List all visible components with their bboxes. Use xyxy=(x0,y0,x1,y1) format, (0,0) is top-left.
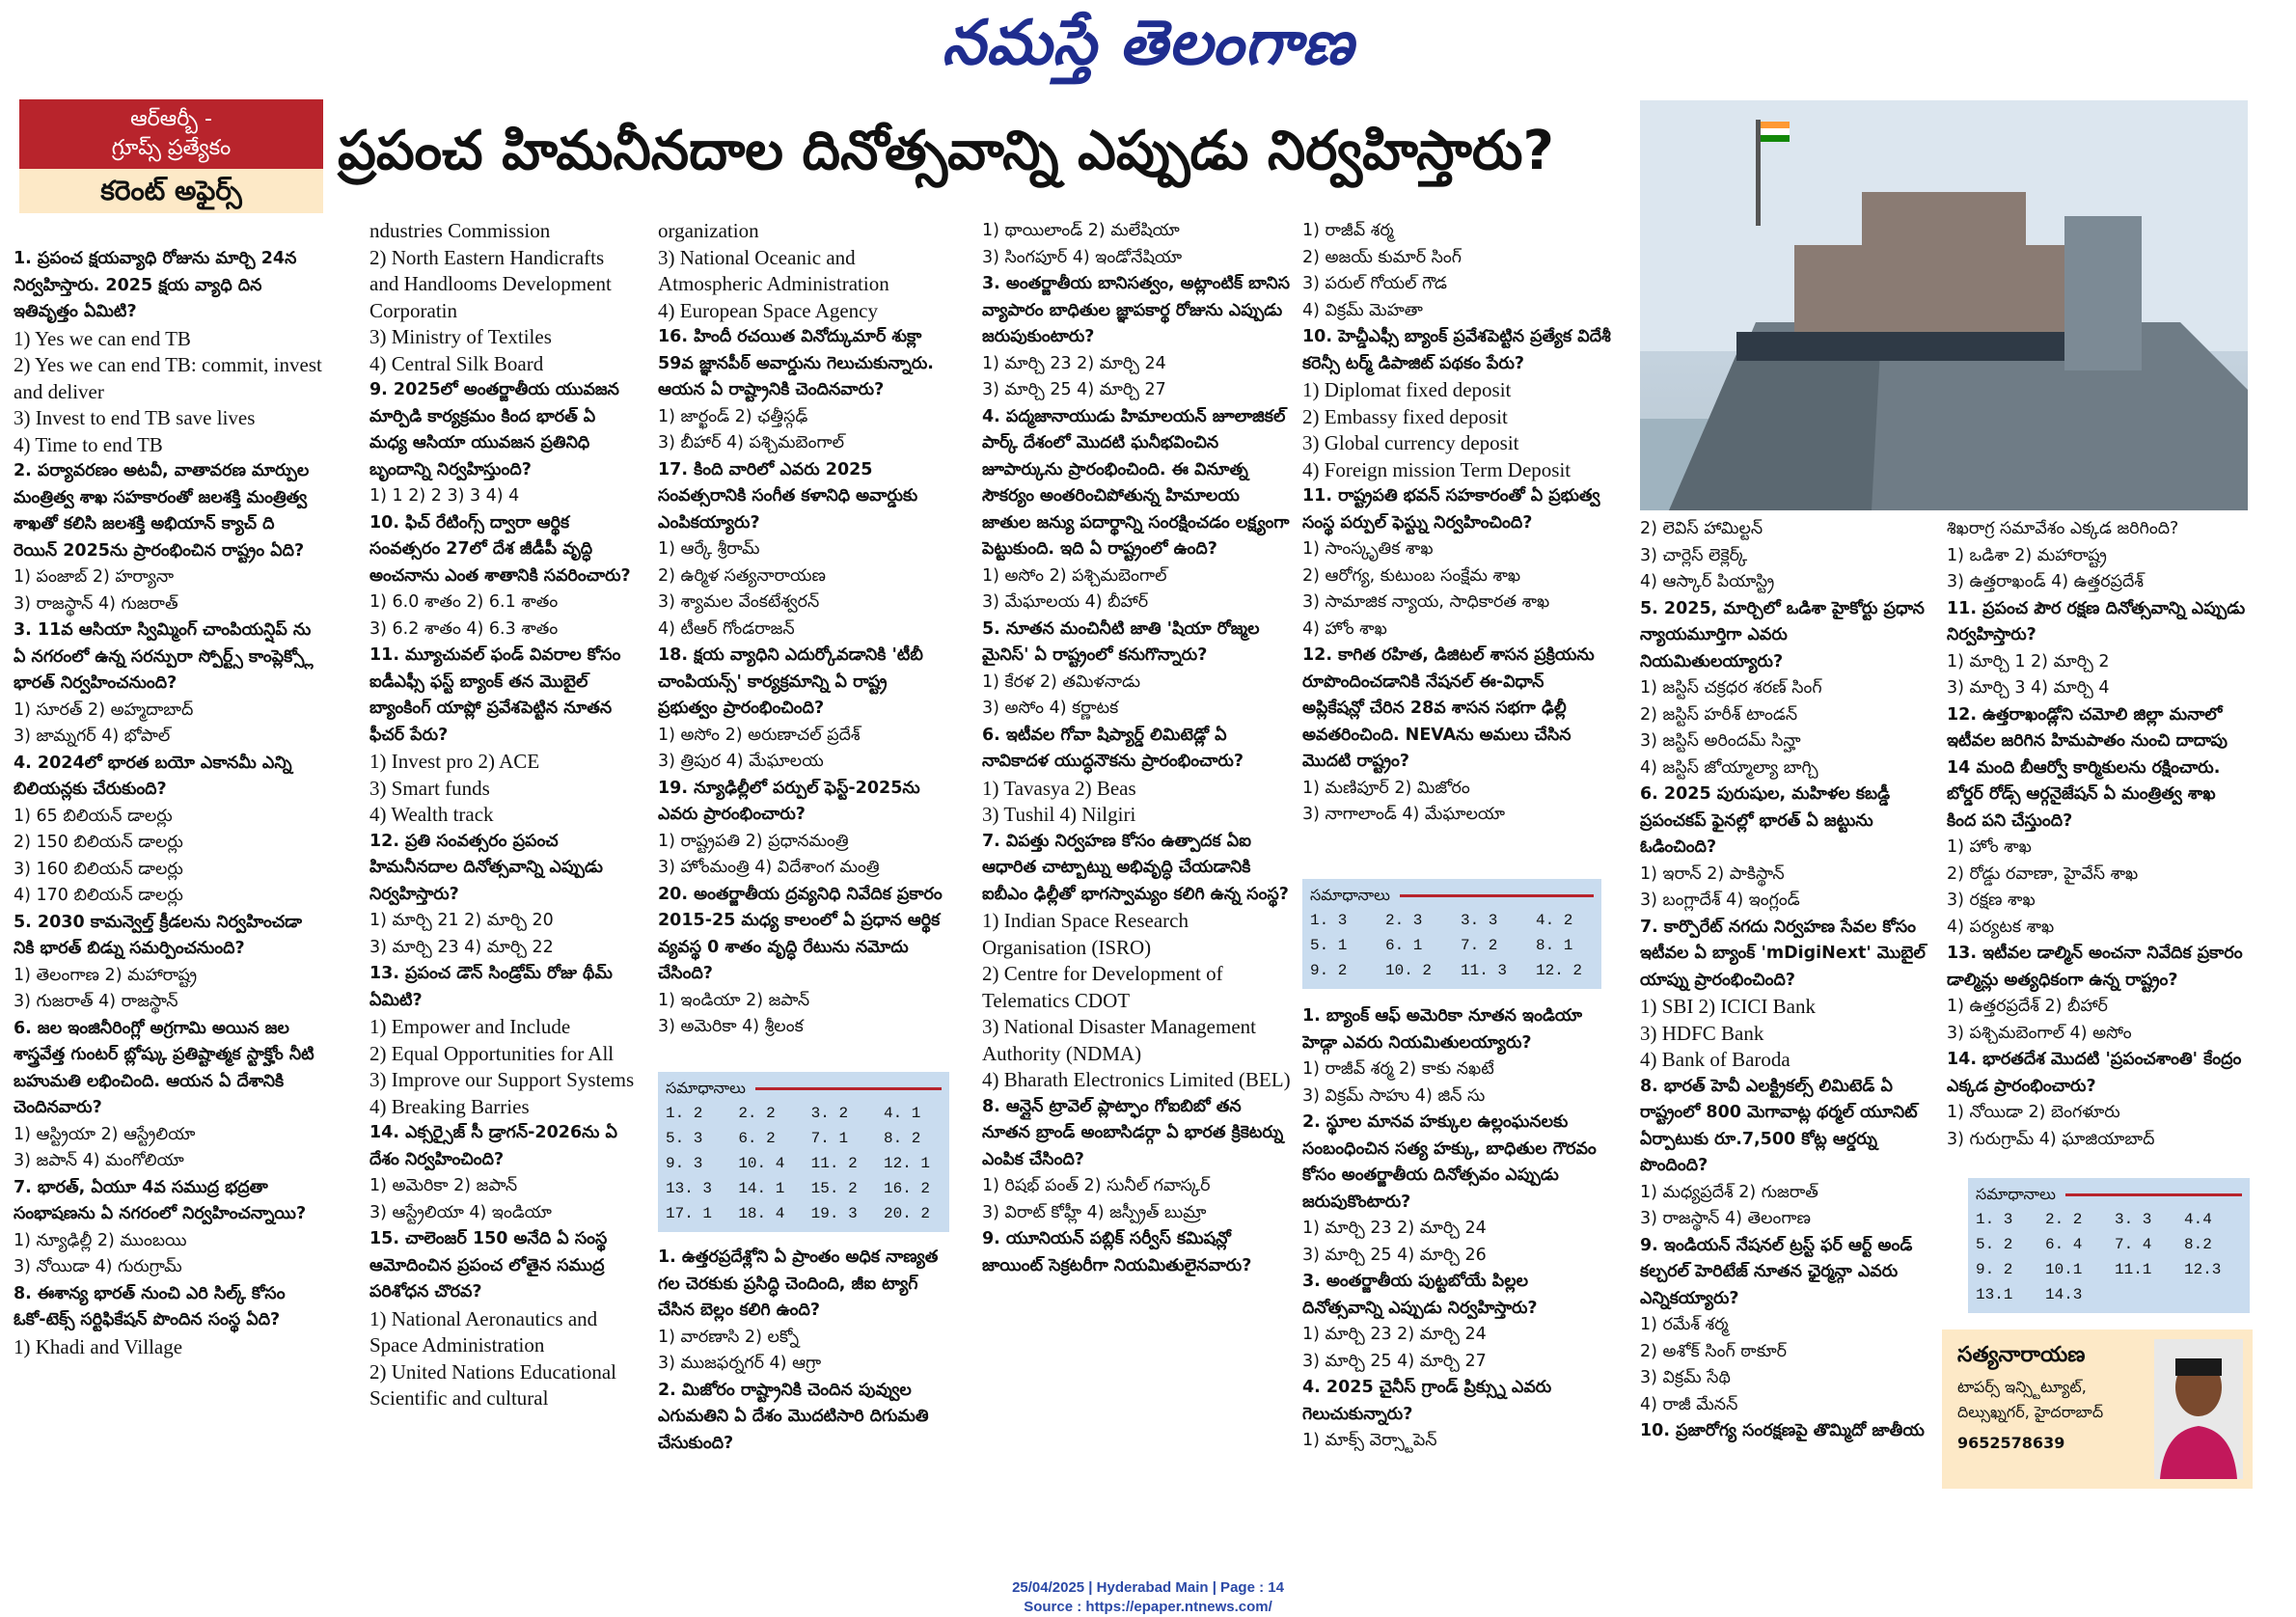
question-text: 9. 2025లో అంతర్జాతీయ యువజన మార్పిడి కార్యక్రమం కింద భారత్ ఏ మధ్య ఆసియా యువజన ప్రతినిధి బృందాన్ని నిర్వహిస్తుంది? xyxy=(369,380,619,480)
option-text: 3) త్రిపుర 4) మేఘాలయ xyxy=(658,752,824,771)
answer-cell: 19. 3 xyxy=(810,1205,858,1222)
answers-heading: సమాధానాలు xyxy=(1310,883,1594,908)
answers-box-b xyxy=(1302,873,1601,995)
option-text: 3) గుజరాత్ 4) రాజస్థాన్ xyxy=(14,992,178,1011)
option-text: 1) మార్చి 21 2) మార్చి 20 xyxy=(369,911,554,930)
answer-cell: 4.4 xyxy=(2184,1211,2212,1228)
option-text: 3) మార్చి 3 4) మార్చి 4 xyxy=(1947,678,2110,698)
option-text: 3) 6.2 శాతం 4) 6.3 శాతం xyxy=(369,618,559,639)
warship-photo xyxy=(1640,100,2248,510)
answer-cell: 3. 2 xyxy=(810,1105,849,1122)
question-text: 3. అంతర్జాతీయ పుట్టబోయే పిల్లల దినోత్సవాన్ని ఎప్పుడు నిర్వహిస్తారు? xyxy=(1302,1272,1538,1318)
answer-cell: 4. 2 xyxy=(1536,912,1573,929)
answer-cell: 18. 4 xyxy=(738,1205,785,1222)
option-text: 1) Diplomat fixed deposit xyxy=(1302,378,1512,401)
option-text: 1) Yes we can end TB xyxy=(14,326,191,350)
option-text: 4) ఆస్కార్ పియాస్ట్రి xyxy=(1640,572,1775,591)
option-text: 1) మార్చి 23 2) మార్చి 24 xyxy=(1302,1325,1487,1344)
option-text: 4) Bharath Electronics Limited (BEL) xyxy=(982,1068,1291,1091)
option-text: 2) జస్టిస్ హరీశ్ టాండన్ xyxy=(1640,704,1798,725)
question-text: 7. భారత్, ఏయూ 4వ సముద్ర భద్రతా సంభాషణను ఏ నగరంలో నిర్వహించన్నాయి? xyxy=(14,1177,307,1223)
option-text: 3) పశ్చిమబెంగాల్ 4) అసోం xyxy=(1947,1023,2132,1043)
option-text: 3) Smart funds xyxy=(369,776,490,800)
answer-cell: 3. 3 xyxy=(1461,912,1498,929)
question-text: 12. ప్రతి సంవత్సరం ప్రపంచ హిమనీనదాల దినోత్సవాన్ని ఎప్పుడు నిర్వహిస్తారు? xyxy=(369,831,603,904)
option-text: 2) ఆరోగ్య, కుటుంబ సంక్షేమ శాఖ xyxy=(1302,565,1521,586)
badge-top xyxy=(19,99,323,169)
option-text: 3) చార్లెస్ లెక్లెర్క్ xyxy=(1640,545,1748,565)
option-text: 1) 65 బిలియన్ డాలర్లు xyxy=(14,806,173,826)
question-text: 17. కింది వారిలో ఎవరు 2025 సంవత్సరానికి సంగీత కళానిధి అవార్డుకు ఎంపికయ్యారు? xyxy=(658,459,918,533)
question-text: 13. ఇటీవల డాల్మిన్ అంచనా నివేదిక ప్రకారం డాల్మిన్లు అత్యధికంగా ఉన్న రాష్ట్రం? xyxy=(1947,944,2243,990)
option-text: 1) ఆస్ట్రియా 2) ఆస్ట్రేలియా xyxy=(14,1124,196,1144)
question-text: 19. న్యూఢిల్లీలో పర్పుల్ ఫెస్ట్-2025ను ఎవరు ప్రారంభించారు? xyxy=(658,778,920,824)
option-text: 1) 6.0 శాతం 2) 6.1 శాతం xyxy=(369,592,559,612)
option-text: 1) మాక్స్ వెర్స్టాపెన్ xyxy=(1302,1431,1437,1450)
option-text: 1) సూరత్ 2) అహ్మదాబాద్ xyxy=(14,699,194,720)
option-text: 3) పరుల్ గోయల్ గౌడ xyxy=(1302,274,1448,293)
answers-box-c xyxy=(1968,1172,2250,1319)
answer-cell: 12. 2 xyxy=(1536,962,1583,979)
author-location: దిల్సుఖ్నగర్, హైదరాబాద్ xyxy=(1957,1403,2104,1421)
answer-cell: 6. 4 xyxy=(2045,1236,2083,1253)
answer-cell: 4. 1 xyxy=(883,1105,921,1122)
option-text: 2) Equal Opportunities for All xyxy=(369,1041,615,1065)
question-text: 12. కాగిత రహిత, డిజిటల్ శాసన ప్రక్రియను రూపొందించడానికి నేషనల్ ఈ-విధాన్ అప్లికేషన్లో చేరిన 28వ శాసన సభగా ఢిల్లీ అవతరించింది. NEVAను అమలు చేసిన మొదటి రాష్ట్రం? xyxy=(1302,645,1595,771)
option-text: 2) United Nations Educational Scientific and cultural xyxy=(369,1359,617,1410)
option-text: 1) మార్చి 23 2) మార్చి 24 xyxy=(982,353,1166,373)
option-text: 3) విక్రమ్ సేథి xyxy=(1640,1368,1731,1387)
answer-cell: 5. 2 xyxy=(1976,1236,2013,1253)
option-text: 3) హోంమంత్రి 4) విదేశాంగ మంత్రి xyxy=(658,858,880,877)
answer-cell: 3. 3 xyxy=(2115,1211,2152,1228)
answer-cell: 1. 3 xyxy=(1976,1211,2013,1228)
option-text: 1) 1 2) 2 3) 3 4) 4 xyxy=(369,486,520,506)
option-text: 1) మణిపూర్ 2) మిజోరం xyxy=(1302,778,1470,798)
option-text: 3) నోయిడా 4) గురుగ్రామ్ xyxy=(14,1257,182,1276)
author-phone: 9652578639 xyxy=(1957,1434,2065,1452)
option-text: 4) Foreign mission Term Deposit xyxy=(1302,457,1572,481)
option-text: 3) 160 బిలియన్ డాలర్లు xyxy=(14,859,183,879)
question-text: 8. భారత్ హెవీ ఎలక్ట్రికల్స్ లిమిటెడ్ ఏ రాష్ట్రంలో 800 మెగావాట్ల థర్మల్ యూనిట్ ఏర్పాటుకు రూ.7,500 కోట్ల ఆర్డర్ను పొందింది? xyxy=(1640,1076,1918,1175)
badge-line1: ఆర్ఆర్బీ - xyxy=(130,107,212,131)
answers-heading: సమాధానాలు xyxy=(666,1076,942,1101)
option-text: 1) ఇరాన్ 2) పాకిస్థాన్ xyxy=(1640,863,1785,884)
option-text: 1) కేరళ 2) తమిళనాడు xyxy=(982,671,1141,692)
question-text: 12. ఉత్తరాఖండ్లోని చమోలి జిల్లా మనాలో ఇటీవల జరిగిన హిమపాతం నుంచి దాదాపు 14 మంది బీఆర్వో కార్మికులను రక్షించారు. బోర్డర్ రోడ్స్ ఆర్గనైజేషన్ ఏ మంత్రిత్వ శాఖ కింద పని చేస్తుంది? xyxy=(1947,704,2228,831)
option-text: 1) న్యూఢిల్లీ 2) ముంబయి xyxy=(14,1230,187,1250)
column-3 xyxy=(658,218,952,1067)
option-text: 3) అసోం 4) కర్ణాటక xyxy=(982,699,1119,718)
answers-row xyxy=(666,1176,942,1201)
option-text: 1) అసోం 2) పశ్చిమబెంగాల్ xyxy=(982,565,1167,586)
option-text: 1) మధ్యప్రదేశ్ 2) గుజరాత్ xyxy=(1640,1182,1818,1202)
option-text: 3) రాజస్థాన్ 4) గుజరాత్ xyxy=(14,593,178,614)
question-text: 11. మ్యూచువల్ ఫండ్ వివరాల కోసం ఐడీఎఫ్సీ ఫస్ట్ బ్యాంక్ తన మొబైల్ బ్యాంకింగ్ యాప్లో ప్రవేశపెట్టిన నూతన ఫీచర్ పేరు? xyxy=(369,645,621,745)
question-text: 4. 2024లో భారత బయో ఎకానమీ ఎన్ని బిలియన్లకు చేరుకుంది? xyxy=(14,753,292,799)
answer-cell: 7. 2 xyxy=(1461,937,1498,954)
option-text: 1) ఉత్తరప్రదేశ్ 2) బీహార్ xyxy=(1947,997,2108,1016)
answer-cell: 10. 2 xyxy=(1385,962,1433,979)
answer-cell: 12. 1 xyxy=(883,1155,930,1172)
section-badge xyxy=(19,99,323,213)
option-text: 1) రమేశ్ శర్మ xyxy=(1640,1315,1729,1334)
option-text: 2) Centre for Development of Telematics CDOT xyxy=(982,962,1223,1012)
question-text: 3. అంతర్జాతీయ బానిసత్వం, అట్లాంటిక్ బానిస వ్యాపారం బాధితుల జ్ఞాపకార్థ రోజును ఎప్పుడు జరుపుకుంటారు? xyxy=(982,274,1290,346)
option-text: 3) మార్చి 25 4) మార్చి 26 xyxy=(1302,1245,1487,1265)
option-text: 2) అశోక్ సింగ్ ఠాకూర్ xyxy=(1640,1341,1788,1361)
answer-cell: 16. 2 xyxy=(883,1180,930,1197)
answers-row xyxy=(666,1151,942,1176)
column-1 xyxy=(14,246,322,1491)
option-text: 3) Tushil 4) Nilgiri xyxy=(982,803,1136,826)
option-text: 3) మేఘాలయ 4) బీహార్ xyxy=(982,592,1149,612)
question-text: 11. ప్రపంచ పౌర రక్షణ దినోత్సవాన్ని ఎప్పుడు నిర్వహిస్తారు? xyxy=(1947,598,2246,644)
option-text: 3) విక్రమ్ సాహు 4) జిన్ సు xyxy=(1302,1085,1486,1106)
option-text: 1) SBI 2) ICICI Bank xyxy=(1640,995,1816,1018)
answers-row xyxy=(1976,1257,2242,1282)
option-text: 1) National Aeronautics and Space Administration xyxy=(369,1306,598,1357)
option-text: 3) మార్చి 25 4) మార్చి 27 xyxy=(982,380,1166,399)
answer-cell: 10.1 xyxy=(2045,1261,2083,1278)
question-text: 9. యూనియన్ పబ్లిక్ సర్వీస్ కమిషన్లో జాయింట్ సెక్రటరీగా నియమితులైనవారు? xyxy=(982,1229,1252,1275)
author-photo xyxy=(2154,1339,2243,1479)
answer-cell xyxy=(2184,1282,2242,1307)
author-name: సత్యనారాయణ xyxy=(1957,1343,2086,1367)
answers-heading: సమాధానాలు xyxy=(1976,1182,2242,1207)
option-text: 2) అజయ్ కుమార్ సింగ్ xyxy=(1302,247,1462,267)
option-text: 4) విక్రమ్ మెహతా xyxy=(1302,300,1423,320)
question-text: 4. 2025 చైనీస్ గ్రాండ్ ప్రిక్స్ను ఎవరు గెలుచుకున్నారు? xyxy=(1302,1378,1552,1424)
answer-cell: 5. 1 xyxy=(1310,937,1348,954)
answers-row xyxy=(1310,908,1594,933)
option-text: 1) జస్టిస్ చక్రధర శరణ్ సింగ్ xyxy=(1640,678,1822,698)
option-text: శిఖరాగ్ర సమావేశం ఎక్కడ జరిగింది? xyxy=(1947,519,2179,538)
option-text: 2) North Eastern Handicrafts and Handlooms Development Corporatin xyxy=(369,245,612,322)
option-text: 1) జార్ఖండ్ 2) ఛత్తీస్గఢ్ xyxy=(658,406,808,426)
column-2 xyxy=(369,218,635,1492)
answer-cell: 10. 4 xyxy=(738,1155,785,1172)
option-text: 3) National Disaster Management Authority (NDMA) xyxy=(982,1015,1256,1065)
question-text: 2. స్థూల మానవ హక్కుల ఉల్లంఘనలకు సంబంధించిన సత్య హక్కు, బాధితుల గౌరవం కోసం అంతర్జాతీయ దినోత్సవం ఎప్పుడు జరుపుకొంటారు? xyxy=(1302,1112,1597,1212)
answer-cell: 1. 3 xyxy=(1310,912,1348,929)
column-4 xyxy=(982,218,1291,1492)
answer-cell: 14.3 xyxy=(2045,1286,2083,1303)
question-text: 1. ప్రపంచ క్షయవ్యాధి రోజును మార్చి 24న నిర్వహిస్తారు. 2025 క్షయ వ్యాధి దిన ఇతివృత్తం ఏమిటి? xyxy=(14,249,297,321)
answer-cell xyxy=(2115,1282,2173,1307)
option-text: 3) బంగ్లాదేశ్ 4) ఇంగ్లండ్ xyxy=(1640,891,1800,910)
answers-row xyxy=(666,1201,942,1226)
option-text: 3) గురుగ్రామ్ 4) ఘాజియాబాద్ xyxy=(1947,1129,2155,1149)
option-text: 4) Central Silk Board xyxy=(369,351,544,375)
option-text: 1) Indian Space Research Organisation (ISRO) xyxy=(982,909,1189,959)
question-text: 11. రాష్ట్రపతి భవన్ సహకారంతో ఏ ప్రభుత్వ సంస్థ పర్పుల్ ఫెస్ట్ను నిర్వహించింది? xyxy=(1302,486,1600,533)
option-text: 4) టీఆర్ గోండరాజన్ xyxy=(658,618,795,639)
question-text: 5. 2030 కామన్వెల్త్ క్రీడలను నిర్వహించడా నికి భారత్ బిడ్ను సమర్పించనుంది? xyxy=(14,912,302,958)
option-text: 1) అమెరికా 2) జపాన్ xyxy=(369,1176,518,1195)
option-text: 1) మార్చి 23 2) మార్చి 24 xyxy=(1302,1219,1487,1238)
option-text: 3) National Oceanic and Atmospheric Administration xyxy=(658,245,889,295)
option-text: 3) Ministry of Textiles xyxy=(369,325,552,348)
answer-cell: 11.1 xyxy=(2115,1261,2152,1278)
option-text: 4) పర్యటక శాఖ xyxy=(1947,917,2055,937)
question-text: 10. హెచ్డీఎఫ్సీ బ్యాంక్ ప్రవేశపెట్టిన ప్రత్యేక విదేశీ కరెన్సీ టర్మ్ డిపాజిట్ పథకం పేరు? xyxy=(1302,327,1611,373)
question-text: 2. పర్యావరణం అటవీ, వాతావరణ మార్పుల మంత్రిత్వ శాఖ సహకారంతో జలశక్తి మంత్రిత్వ శాఖతో కలిసి జలశక్తి అభియాన్ క్యాచ్ ది రెయిన్ 2025ను ప్రారంభించిన రాష్ట్రం ఏది? xyxy=(14,461,310,561)
option-text: 2) 150 బిలియన్ డాలర్లు xyxy=(14,833,183,852)
badge-line2: గ్రూప్స్ ప్రత్యేకం xyxy=(111,136,232,160)
option-text: 1) Invest pro 2) ACE xyxy=(369,750,540,773)
answer-cell: 2. 3 xyxy=(1385,912,1423,929)
page-headline: ప్రపంచ హిమనీనదాల దినోత్సవాన్ని ఎప్పుడు నిర్వహిస్తారు? xyxy=(338,120,1554,182)
option-text: 3) శ్యామల వేంకటేశ్వరన్ xyxy=(658,592,820,612)
option-text: 1) రిషభ్ పంత్ 2) సునీల్ గవాస్కర్ xyxy=(982,1176,1211,1195)
answer-cell: 5. 3 xyxy=(666,1130,703,1147)
question-text: 1. ఉత్తరప్రదేశ్లోని ఏ ప్రాంతం అధిక నాణ్యత గల చెరకుకు ప్రసిద్ధి చెందింది, జీఐ ట్యాగ్ చేసిన బెల్లం కలిగి ఉంది? xyxy=(658,1247,939,1320)
option-text: 3) రాజస్థాన్ 4) తెలంగాణ xyxy=(1640,1209,1811,1228)
answer-cell: 9. 2 xyxy=(1976,1261,2013,1278)
question-text: 9. ఇండియన్ నేషనల్ ట్రస్ట్ ఫర్ ఆర్ట్ అండ్ కల్చరల్ హెరిటేజ్ నూతన ఛైర్మన్గా ఎవరు ఎన్నికయ్యారు? xyxy=(1640,1235,1913,1308)
question-text: 1. బ్యాంక్ ఆఫ్ అమెరికా నూతన ఇండియా హెడ్గా ఎవరు నియమితులయ్యారు? xyxy=(1302,1006,1583,1053)
option-text: 1) రాజీవ్ శర్మ xyxy=(1302,221,1394,240)
option-text: 4) హోం శాఖ xyxy=(1302,618,1387,639)
question-text: 10. ఫిచ్ రేటింగ్స్ ద్వారా ఆర్థిక సంవత్సరం 27లో దేశ జీడీపీ వృద్ధి అంచనాను ఎంత శాతానికి సవరించారు? xyxy=(369,512,631,586)
answers-row xyxy=(666,1126,942,1151)
question-text: 7. విపత్తు నిర్వహణ కోసం ఉత్పాదక ఏఐ ఆధారిత చాట్బాట్ను అభివృద్ధి చేయడానికి ఐబీఎం ఢిల్లీతో భాగస్వామ్యం కలిగి ఉన్న సంస్థ? xyxy=(982,831,1289,904)
option-text: 3) విరాట్ కోహ్లీ 4) జస్ప్రీత్ బుమ్రా xyxy=(982,1202,1207,1222)
option-text: 1) ఆర్కే శ్రీరామ్ xyxy=(658,539,760,559)
answer-cell: 9. 2 xyxy=(1310,962,1348,979)
answer-cell: 13. 3 xyxy=(666,1180,713,1197)
question-text: 6. 2025 పురుషుల, మహిళల కబడ్డీ ప్రపంచకప్ ఫైనల్లో భారత్ ఏ జట్టును ఓడించింది? xyxy=(1640,784,1891,857)
option-text: 4) European Space Agency xyxy=(658,298,878,322)
option-text: 3) సింగపూర్ 4) ఇండోనేషియా xyxy=(982,247,1183,267)
answer-cell: 8. 1 xyxy=(1536,937,1573,954)
option-text: 3) అమెరికా 4) శ్రీలంక xyxy=(658,1017,804,1036)
answers-row xyxy=(1976,1207,2242,1232)
answers-row xyxy=(1976,1282,2242,1307)
footer xyxy=(0,1578,2296,1617)
option-text: 1) మార్చి 1 2) మార్చి 2 xyxy=(1947,651,2110,671)
option-text: 2) Yes we can end TB: commit, invest and deliver xyxy=(14,353,322,403)
option-text: 3) ఆస్ట్రేలియా 4) ఇండియా xyxy=(369,1202,552,1222)
option-text: 1) నోయిడా 2) బెంగళూరు xyxy=(1947,1103,2120,1122)
badge-line3: కరెంట్ అఫైర్స్ xyxy=(19,169,323,213)
answer-cell: 14. 1 xyxy=(738,1180,785,1197)
option-text: 3) Global currency deposit xyxy=(1302,431,1519,454)
answer-cell: 6. 2 xyxy=(738,1130,776,1147)
option-text: 1) థాయిలాండ్ 2) మలేషియా xyxy=(982,221,1180,240)
option-text: 1) తెలంగాణ 2) మహారాష్ట్ర xyxy=(14,965,198,985)
footer-date-line: 25/04/2025 | Hyderabad Main | Page : 14 xyxy=(1012,1579,1284,1596)
question-text: 5. నూతన మంచినీటి జాతి 'షియా రోజ్మల మైనిస్' ఏ రాష్ట్రంలో కనుగొన్నారు? xyxy=(982,618,1260,665)
masthead-logo: నమస్తే తెలంగాణ xyxy=(942,8,1354,79)
answers-box-a xyxy=(658,1066,949,1238)
question-text: 20. అంతర్జాతీయ ద్రవ్యనిధి నివేదిక ప్రకారం 2015-25 మధ్య కాలంలో ఏ ప్రధాన ఆర్థిక వ్యవస్థ 0 శాతం వృద్ధి రేటును నమోదు చేసింది? xyxy=(658,884,943,983)
answer-cell: 7. 1 xyxy=(810,1130,849,1147)
author-institute: టాపర్స్ ఇన్స్టిట్యూట్, xyxy=(1957,1378,2087,1396)
answer-cell: 9. 3 xyxy=(666,1155,703,1172)
option-text: 3) సామాజిక న్యాయ, సాధికారత శాఖ xyxy=(1302,592,1550,612)
option-text: 3) HDFC Bank xyxy=(1640,1021,1764,1045)
answer-cell: 6. 1 xyxy=(1385,937,1423,954)
question-text: 3. 11వ ఆసియా స్విమ్మింగ్ చాంపియన్షిప్ ను ఏ నగరంలో ఉన్న సరన్పురా స్పోర్ట్స్ కాంప్లెక్స్లో భారత్ నిర్వహించనుంది? xyxy=(14,620,314,693)
answer-cell: 7. 4 xyxy=(2115,1236,2152,1253)
option-text: 3) జస్టిస్ అరిందమ్ సిన్హా xyxy=(1640,731,1801,751)
option-text: 1) Khadi and Village xyxy=(14,1334,183,1358)
footer-source-line: Source : https://epaper.ntnews.com/ xyxy=(1024,1599,1272,1615)
column-5-lower xyxy=(1302,1003,1611,1491)
answers-row xyxy=(1310,933,1594,958)
option-text: 4) Breaking Barries xyxy=(369,1094,530,1118)
answer-cell: 11. 3 xyxy=(1461,962,1508,979)
answer-cell: 13.1 xyxy=(1976,1286,2013,1303)
column-5 xyxy=(1302,218,1611,864)
option-text: 3) మార్చి 23 4) మార్చి 22 xyxy=(369,937,554,957)
question-text: 5. 2025, మార్చిలో ఒడిశా హైకోర్టు ప్రధాన న్యాయమూర్తిగా ఎవరు నియమితులయ్యారు? xyxy=(1640,598,1925,671)
answers-row xyxy=(666,1101,942,1126)
option-text: 4) Wealth track xyxy=(369,803,494,826)
answer-cell: 17. 1 xyxy=(666,1205,713,1222)
option-text: 1) సాంస్కృతిక శాఖ xyxy=(1302,539,1434,559)
option-text: 4) రాజీ మేనన్ xyxy=(1640,1394,1738,1414)
answer-cell: 8.2 xyxy=(2184,1236,2212,1253)
option-text: 4) Bank of Baroda xyxy=(1640,1048,1790,1071)
answer-cell: 12.3 xyxy=(2184,1261,2222,1278)
question-text: 14. భారతదేశ మొదటి 'ప్రపంచశాంతి' కేంద్రం ఎక్కడ ప్రారంభించారు? xyxy=(1947,1050,2242,1096)
option-text: 3) మార్చి 25 4) మార్చి 27 xyxy=(1302,1351,1487,1371)
author-box xyxy=(1942,1329,2253,1489)
question-text: 2. మిజోరం రాష్ట్రానికి చెందిన పువ్వుల ఎగుమతిని ఏ దేశం మొదటిసారి దిగుమతి చేసుకుంది? xyxy=(658,1380,929,1453)
option-text: 3) నాగాలాండ్ 4) మేఘాలయా xyxy=(1302,805,1506,824)
answers-row xyxy=(1310,958,1594,983)
question-text: 15. చాలెంజర్ 150 అనేది ఏ సంస్థ ఆమోదించిన ప్రపంచ లోతైన సముద్ర పరిశోధన చొరవ? xyxy=(369,1229,608,1302)
answer-cell: 11. 2 xyxy=(810,1155,858,1172)
answer-cell: 2. 2 xyxy=(738,1105,776,1122)
option-text: 3) ఉత్తరాఖండ్ 4) ఉత్తరప్రదేశ్ xyxy=(1947,572,2145,591)
question-text: 18. క్షయ వ్యాధిని ఎదుర్కోవడానికి 'టీబీ చాంపియన్స్' కార్యక్రమాన్ని ఏ రాష్ట్ర ప్రభుత్వం ప్రారంభించింది? xyxy=(658,645,923,718)
question-text: 14. ఎక్సర్సైజ్ సీ డ్రాగన్-2026ను ఏ దేశం నిర్వహించింది? xyxy=(369,1123,617,1169)
option-text: ndustries Commission xyxy=(369,219,551,242)
option-text: 1) రాజీవ్ శర్మ 2) కాకు నఖటే xyxy=(1302,1059,1494,1079)
answer-cell: 2. 2 xyxy=(2045,1211,2083,1228)
question-text: 8. ఆన్లైన్ ట్రావెల్ ప్లాట్ఫాం గోఐబిబో తన నూతన బ్రాండ్ అంబాసిడర్గా ఏ భారత క్రికెటర్ను ఎంపిక చేసింది? xyxy=(982,1096,1284,1169)
option-text: 1) Tavasya 2) Beas xyxy=(982,776,1136,800)
option-text: 4) 170 బిలియన్ డాలర్లు xyxy=(14,886,183,905)
option-text: 4) జస్టిస్ జోయ్మాల్యా బాగ్చి xyxy=(1640,757,1818,778)
question-text: 13. ప్రపంచ డౌన్ సిండ్రోమ్ రోజు థీమ్ ఏమిటి? xyxy=(369,964,613,1010)
question-text: 16. హిందీ రచయిత వినోద్కుమార్ శుక్లా 59వ జ్ఞానపీఠ్ అవార్డును గెలుచుకున్నారు. ఆయన ఏ రాష్ట్రానికి చెందినవారు? xyxy=(658,327,934,399)
option-text: 1) హోం శాఖ xyxy=(1947,837,2032,857)
question-text: 6. ఇటీవల గోవా షిప్యార్డ్ లిమిటెడ్లో ఏ నావికాదళ యుద్ధనౌకను ప్రారంభించారు? xyxy=(982,725,1244,771)
option-text: 3) రక్షణ శాఖ xyxy=(1947,891,2036,910)
option-text: organization xyxy=(658,219,759,242)
question-text: 6. జల ఇంజినీరింగ్లో అగ్రగామి అయిన జల శాస్త్రవేత్త గుంటర్ బ్లోష్కు ప్రతిష్టాత్మక స్టాక్హోం నీటి బహుమతి లభించింది. ఆయన ఏ దేశానికి చెందినవారు? xyxy=(14,1018,314,1117)
option-text: 3) Improve our Support Systems xyxy=(369,1068,635,1091)
option-text: 1) ఒడిశా 2) మహారాష్ట్ర xyxy=(1947,545,2107,565)
option-text: 2) లెవిస్ హామిల్టన్ xyxy=(1640,519,1763,538)
answers-row xyxy=(1976,1232,2242,1257)
option-text: 1) ఇండియా 2) జపాన్ xyxy=(658,990,810,1010)
option-text: 3) బీహార్ 4) పశ్చిమబెంగాల్ xyxy=(658,433,845,452)
answer-cell: 20. 2 xyxy=(883,1205,930,1222)
option-text: 1) పంజాబ్ 2) హర్యానా xyxy=(14,567,175,587)
question-text: 8. ఈశాన్య భారత్ నుంచి ఎరి సిల్క్ కోసం ఓకో-టెక్స్ సర్టిఫికేషన్ పొందిన సంస్థ ఏది? xyxy=(14,1283,286,1329)
option-text: 3) జామ్నగర్ 4) భోపాల్ xyxy=(14,726,171,746)
answer-cell: 1. 2 xyxy=(666,1105,703,1122)
option-text: 4) Time to end TB xyxy=(14,432,163,456)
option-text: 2) Embassy fixed deposit xyxy=(1302,404,1508,428)
column-7 xyxy=(1947,516,2251,1158)
option-text: 2) ఉర్మిళ సత్యనారాయణ xyxy=(658,565,826,586)
question-text: 7. కార్పొరేట్ నగదు నిర్వహణ సేవల కోసం ఇటీవల ఏ బ్యాంక్ 'mDigiNext' మొబైల్ యాప్ను ప్రారంభించింది? xyxy=(1640,917,1926,990)
option-text: 1) అసోం 2) అరుణాచల్ ప్రదేశ్ xyxy=(658,725,861,745)
question-text: 10. ప్రజారోగ్య సంరక్షణపై తొమ్మిదో జాతీయ xyxy=(1640,1421,1925,1440)
option-text: 3) Invest to end TB save lives xyxy=(14,406,256,429)
option-text: 1) రాష్ట్రపతి 2) ప్రధానమంత్రి xyxy=(658,831,849,851)
option-text: 3) ముజఫర్నగర్ 4) ఆగ్రా xyxy=(658,1354,822,1373)
question-text: 4. పద్మజానాయుడు హిమాలయన్ జూలాజికల్ పార్క్ దేశంలో మొదటి ఘనీభవించిన జూపార్కును ప్రారంభించింది. ఈ వినూత్న సౌకర్యం అంతరించిపోతున్న హిమాలయ జాతుల జన్యు పదార్థాన్ని సంరక్షించడం లక్ష్యంగా పెట్టుకుంది. ఇది ఏ రాష్ట్రంలో ఉంది? xyxy=(982,406,1290,559)
option-text: 2) రోడ్డు రవాణా, హైవేస్ శాఖ xyxy=(1947,863,2139,884)
answer-cell: 8. 2 xyxy=(883,1130,921,1147)
option-text: 1) Empower and Include xyxy=(369,1015,571,1038)
option-text: 3) జపాన్ 4) మంగోలియా xyxy=(14,1151,184,1170)
answer-cell: 15. 2 xyxy=(810,1180,858,1197)
column-6 xyxy=(1640,516,1929,1491)
column-3-lower xyxy=(658,1245,952,1495)
option-text: 1) వారణాసి 2) లక్నో xyxy=(658,1327,800,1347)
